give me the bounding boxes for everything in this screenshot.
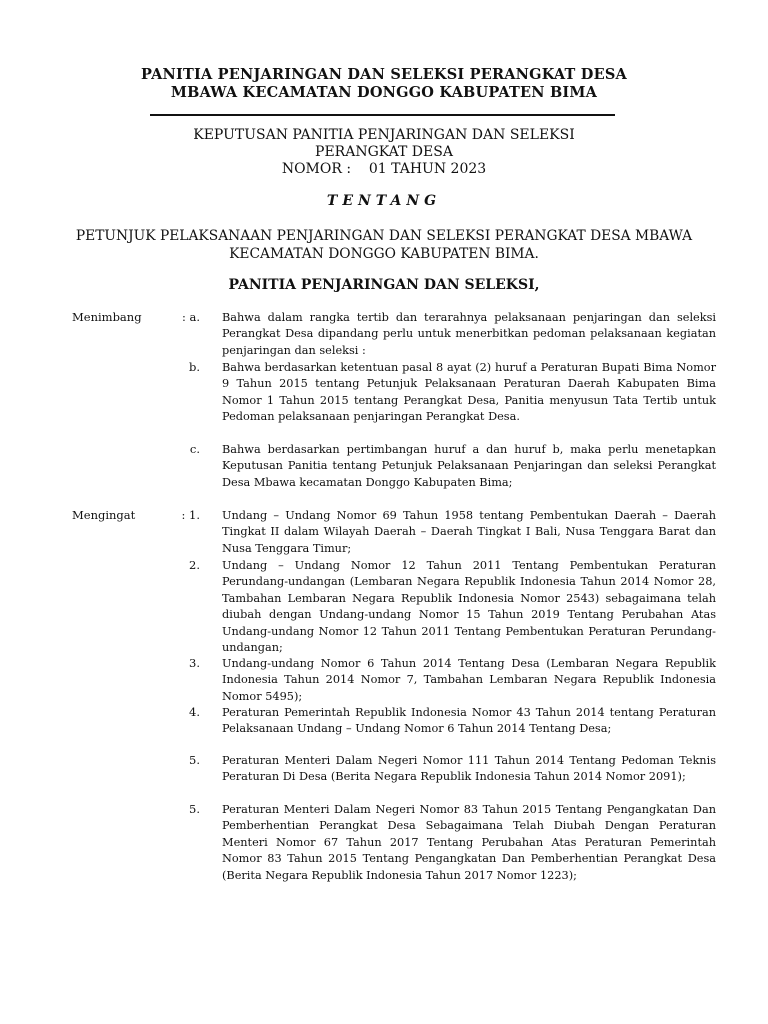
decree-number: NOMOR : 01 TAHUN 2023	[281, 161, 487, 177]
mengingat-item-1: Undang – Undang Nomor 69 Tahun 1958 tentang Pembentukan Daerah – Daerah Tingkat II dalam Wilayah Daerah – Daerah Tingkat I Bali, Nusa Tenggara Barat dan Nusa Tenggara Timur;	[222, 509, 716, 555]
subject-line-1: PETUNJUK PELAKSANAAN PENJARINGAN DAN SELEKSI PERANGKAT DESA MBAWA	[75, 228, 693, 244]
menimbang-item-c: Bahwa berdasarkan pertimbangan huruf a dan huruf b, maka perlu menetapkan Keputusan Panitia tentang Petunjuk Pelaksanaan Penjaringan dan seleksi Perangkat Desa Mbawa kecamatan Donggo Kabupaten Bima;	[222, 443, 716, 489]
menimbang-item-b: Bahwa berdasarkan ketentuan pasal 8 ayat (2) huruf a Peraturan Bupati Bima Nomor 9 Tahun 2015 tentang Petunjuk Pelaksanaan Peraturan Daerah Kabupaten Bima Nomor 1 Tahun 2015 tentang Perangkat Desa, Panitia menyusun Tata Tertib untuk Pedoman pelaksanaan penjaringan Perangkat Desa.	[222, 361, 716, 424]
decree-title-line-1: KEPUTUSAN PANITIA PENJARINGAN DAN SELEKSI	[193, 127, 575, 143]
mengingat-marker-1: : 1.	[181, 508, 200, 522]
subject-line-2: KECAMATAN DONGGO KABUPATEN BIMA.	[229, 246, 539, 262]
committee-heading: PANITIA PENJARINGAN DAN SELEKSI,	[228, 277, 540, 293]
menimbang-marker-a: : a.	[181, 310, 200, 324]
menimbang-label: Menimbang	[72, 310, 142, 324]
mengingat-item-4: Peraturan Pemerintah Republik Indonesia Nomor 43 Tahun 2014 tentang Peraturan Pelaksanaan Undang – Undang Nomor 6 Tahun 2014 Tentang Desa;	[222, 706, 716, 736]
menimbang-marker-b: b.	[188, 360, 200, 374]
mengingat-marker-4: 4.	[189, 705, 200, 719]
header-line-1: PANITIA PENJARINGAN DAN SELEKSI PERANGKAT DESA	[141, 66, 627, 83]
mengingat-label: Mengingat	[72, 508, 136, 522]
decree-title-line-2: PERANGKAT DESA	[315, 144, 453, 160]
menimbang-item-a: Bahwa dalam rangka tertib dan terarahnya pelaksanaan penjaringan dan seleksi Perangkat Desa dipandang perlu untuk menerbitkan pedoman pelaksanaan kegiatan penjaringan dan seleksi :	[222, 311, 716, 357]
mengingat-marker-3: 3.	[189, 656, 200, 670]
menimbang-marker-c: c.	[189, 442, 200, 456]
header-line-2: MBAWA KECAMATAN DONGGO KABUPATEN BIMA	[170, 84, 598, 101]
mengingat-marker-5b: 5.	[189, 802, 200, 816]
mengingat-marker-5a: 5.	[189, 753, 200, 767]
mengingat-item-3: Undang-undang Nomor 6 Tahun 2014 Tentang Desa (Lembaran Negara Republik Indonesia Tahun 2014 Nomor 7, Tambahan Lembaran Negara Republik Indonesia Nomor 5495);	[222, 657, 716, 703]
mengingat-item-5b: Peraturan Menteri Dalam Negeri Nomor 83 Tahun 2015 Tentang Pengangkatan Dan Pemberhentian Perangkat Desa Sebagaimana Telah Diubah Dengan Peraturan Menteri Nomor 67 Tahun 2017 Tentang Perubahan Atas Peraturan Pemerintah Nomor 83 Tahun 2015 Tentang Pengangkatan Dan Pemberhentian Perangkat Desa (Berita Negara Republik Indonesia Tahun 2017 Nomor 1223);	[222, 803, 716, 882]
tentang-heading: TENTANG	[326, 193, 442, 209]
mengingat-item-2: Undang – Undang Nomor 12 Tahun 2011 Tentang Pembentukan Peraturan Perundang-undangan (Lembaran Negara Republik Indonesia Tahun 2014 Nomor 28, Tambahan Lembaran Negara Republik Indonesia Nomor 2543) sebagaimana telah diubah dengan Undang-undang Nomor 15 Tahun 2019 Tentang Perubahan Atas Undang-undang Nomor 12 Tahun 2011 Tentang Pembentukan Peraturan Perundang-undangan;	[222, 559, 716, 655]
header-divider	[150, 114, 615, 116]
mengingat-item-5a: Peraturan Menteri Dalam Negeri Nomor 111 Tahun 2014 Tentang Pedoman Teknis Peraturan Di Desa (Berita Negara Republik Indonesia Tahun 2014 Nomor 2091);	[222, 754, 716, 784]
mengingat-marker-2: 2.	[189, 558, 200, 572]
